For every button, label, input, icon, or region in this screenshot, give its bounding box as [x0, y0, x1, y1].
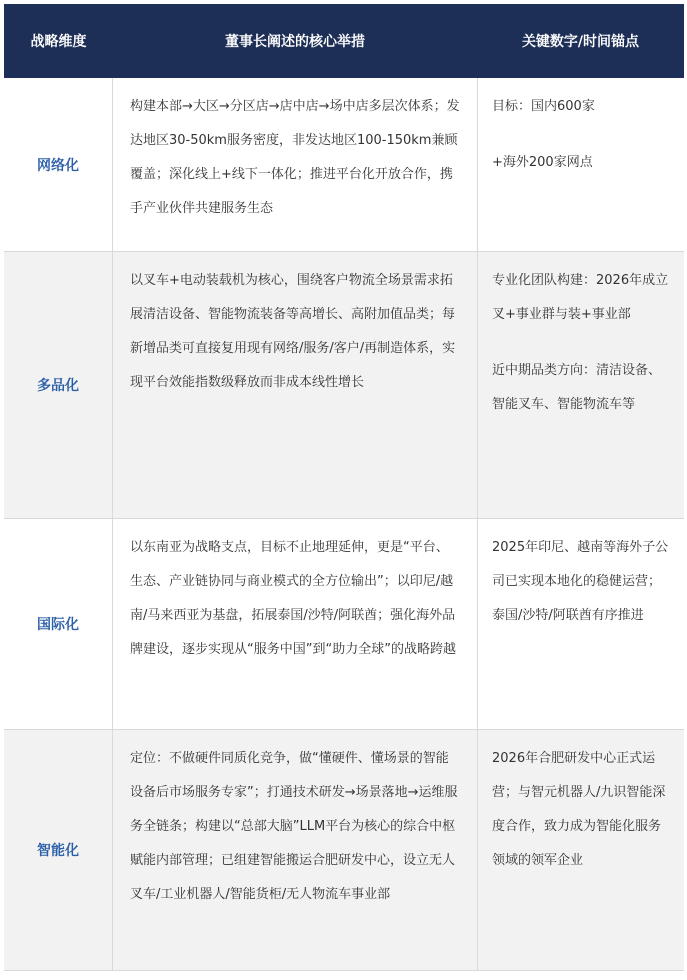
- row-dimension: 国际化: [4, 519, 113, 729]
- table-row: [4, 519, 684, 730]
- row-measures: 构建本部→大区→分区店→店中店→场中店多层次体系；发达地区30-50km服务密度，非发达地区100-150km兼顾覆盖；深化线上+线下一体化；推进平台化开放合作，携手产业伙伴共建服务生态: [113, 78, 478, 251]
- table-header: [4, 4, 684, 78]
- table-row: [4, 252, 684, 519]
- row-anchors: [478, 730, 684, 970]
- row-anchors: [478, 519, 684, 729]
- row-measures: 定位：不做硬件同质化竞争，做“懂硬件、懂场景的智能设备后市场服务专家”；打通技术研发→场景落地→运维服务全链条；构建以“总部大脑”LLM平台为核心的综合中枢赋能内部管理；已组建智能搬运合肥研发中心，设立无人叉车/工业机器人/智能货柜/无人物流车事业部: [113, 730, 478, 970]
- header-dimension: 战略维度: [30, 34, 87, 50]
- row-dimension: 网络化: [4, 78, 113, 251]
- anchor-text: 2026年合肥研发中心正式运营；与智元机器人/九识智能深度合作，致力成为智能化服务领域的领军企业: [492, 751, 666, 868]
- anchor-text: 近中期品类方向：清洁设备、智能叉车、智能物流车等: [492, 363, 662, 412]
- table-row: [4, 78, 684, 252]
- table-row: [4, 730, 684, 971]
- row-anchors: [478, 252, 684, 518]
- row-measures: 以东南亚为战略支点，目标不止地理延伸，更是“平台、生态、产业链协同与商业模式的全方位输出”；以印尼/越南/马来西亚为基盘，拓展泰国/沙特/阿联酋；强化海外品牌建设，逐步实现从“服务中国”到“助力全球”的战略跨越: [113, 519, 478, 729]
- row-dimension: 多品化: [4, 252, 113, 518]
- header-measures: 董事长阐述的核心举措: [225, 34, 365, 50]
- anchor-text: 目标：国内600家: [492, 99, 595, 114]
- header-anchors: 关键数字/时间锚点: [521, 34, 640, 50]
- row-dimension: 智能化: [4, 730, 113, 970]
- anchor-text: 专业化团队构建：2026年成立叉+事业群与装+事业部: [492, 273, 669, 322]
- row-measures: 以叉车+电动装载机为核心，围绕客户物流全场景需求拓展清洁设备、智能物流装备等高增长、高附加值品类；每新增品类可直接复用现有网络/服务/客户/再制造体系，实现平台效能指数级释放而非成本线性增长: [113, 252, 478, 518]
- row-anchors: [478, 78, 684, 251]
- anchor-text: 2025年印尼、越南等海外子公司已实现本地化的稳健运营；泰国/沙特/阿联酋有序推进: [492, 540, 669, 623]
- strategy-table: [4, 4, 684, 971]
- anchor-text: +海外200家网点: [492, 155, 593, 170]
